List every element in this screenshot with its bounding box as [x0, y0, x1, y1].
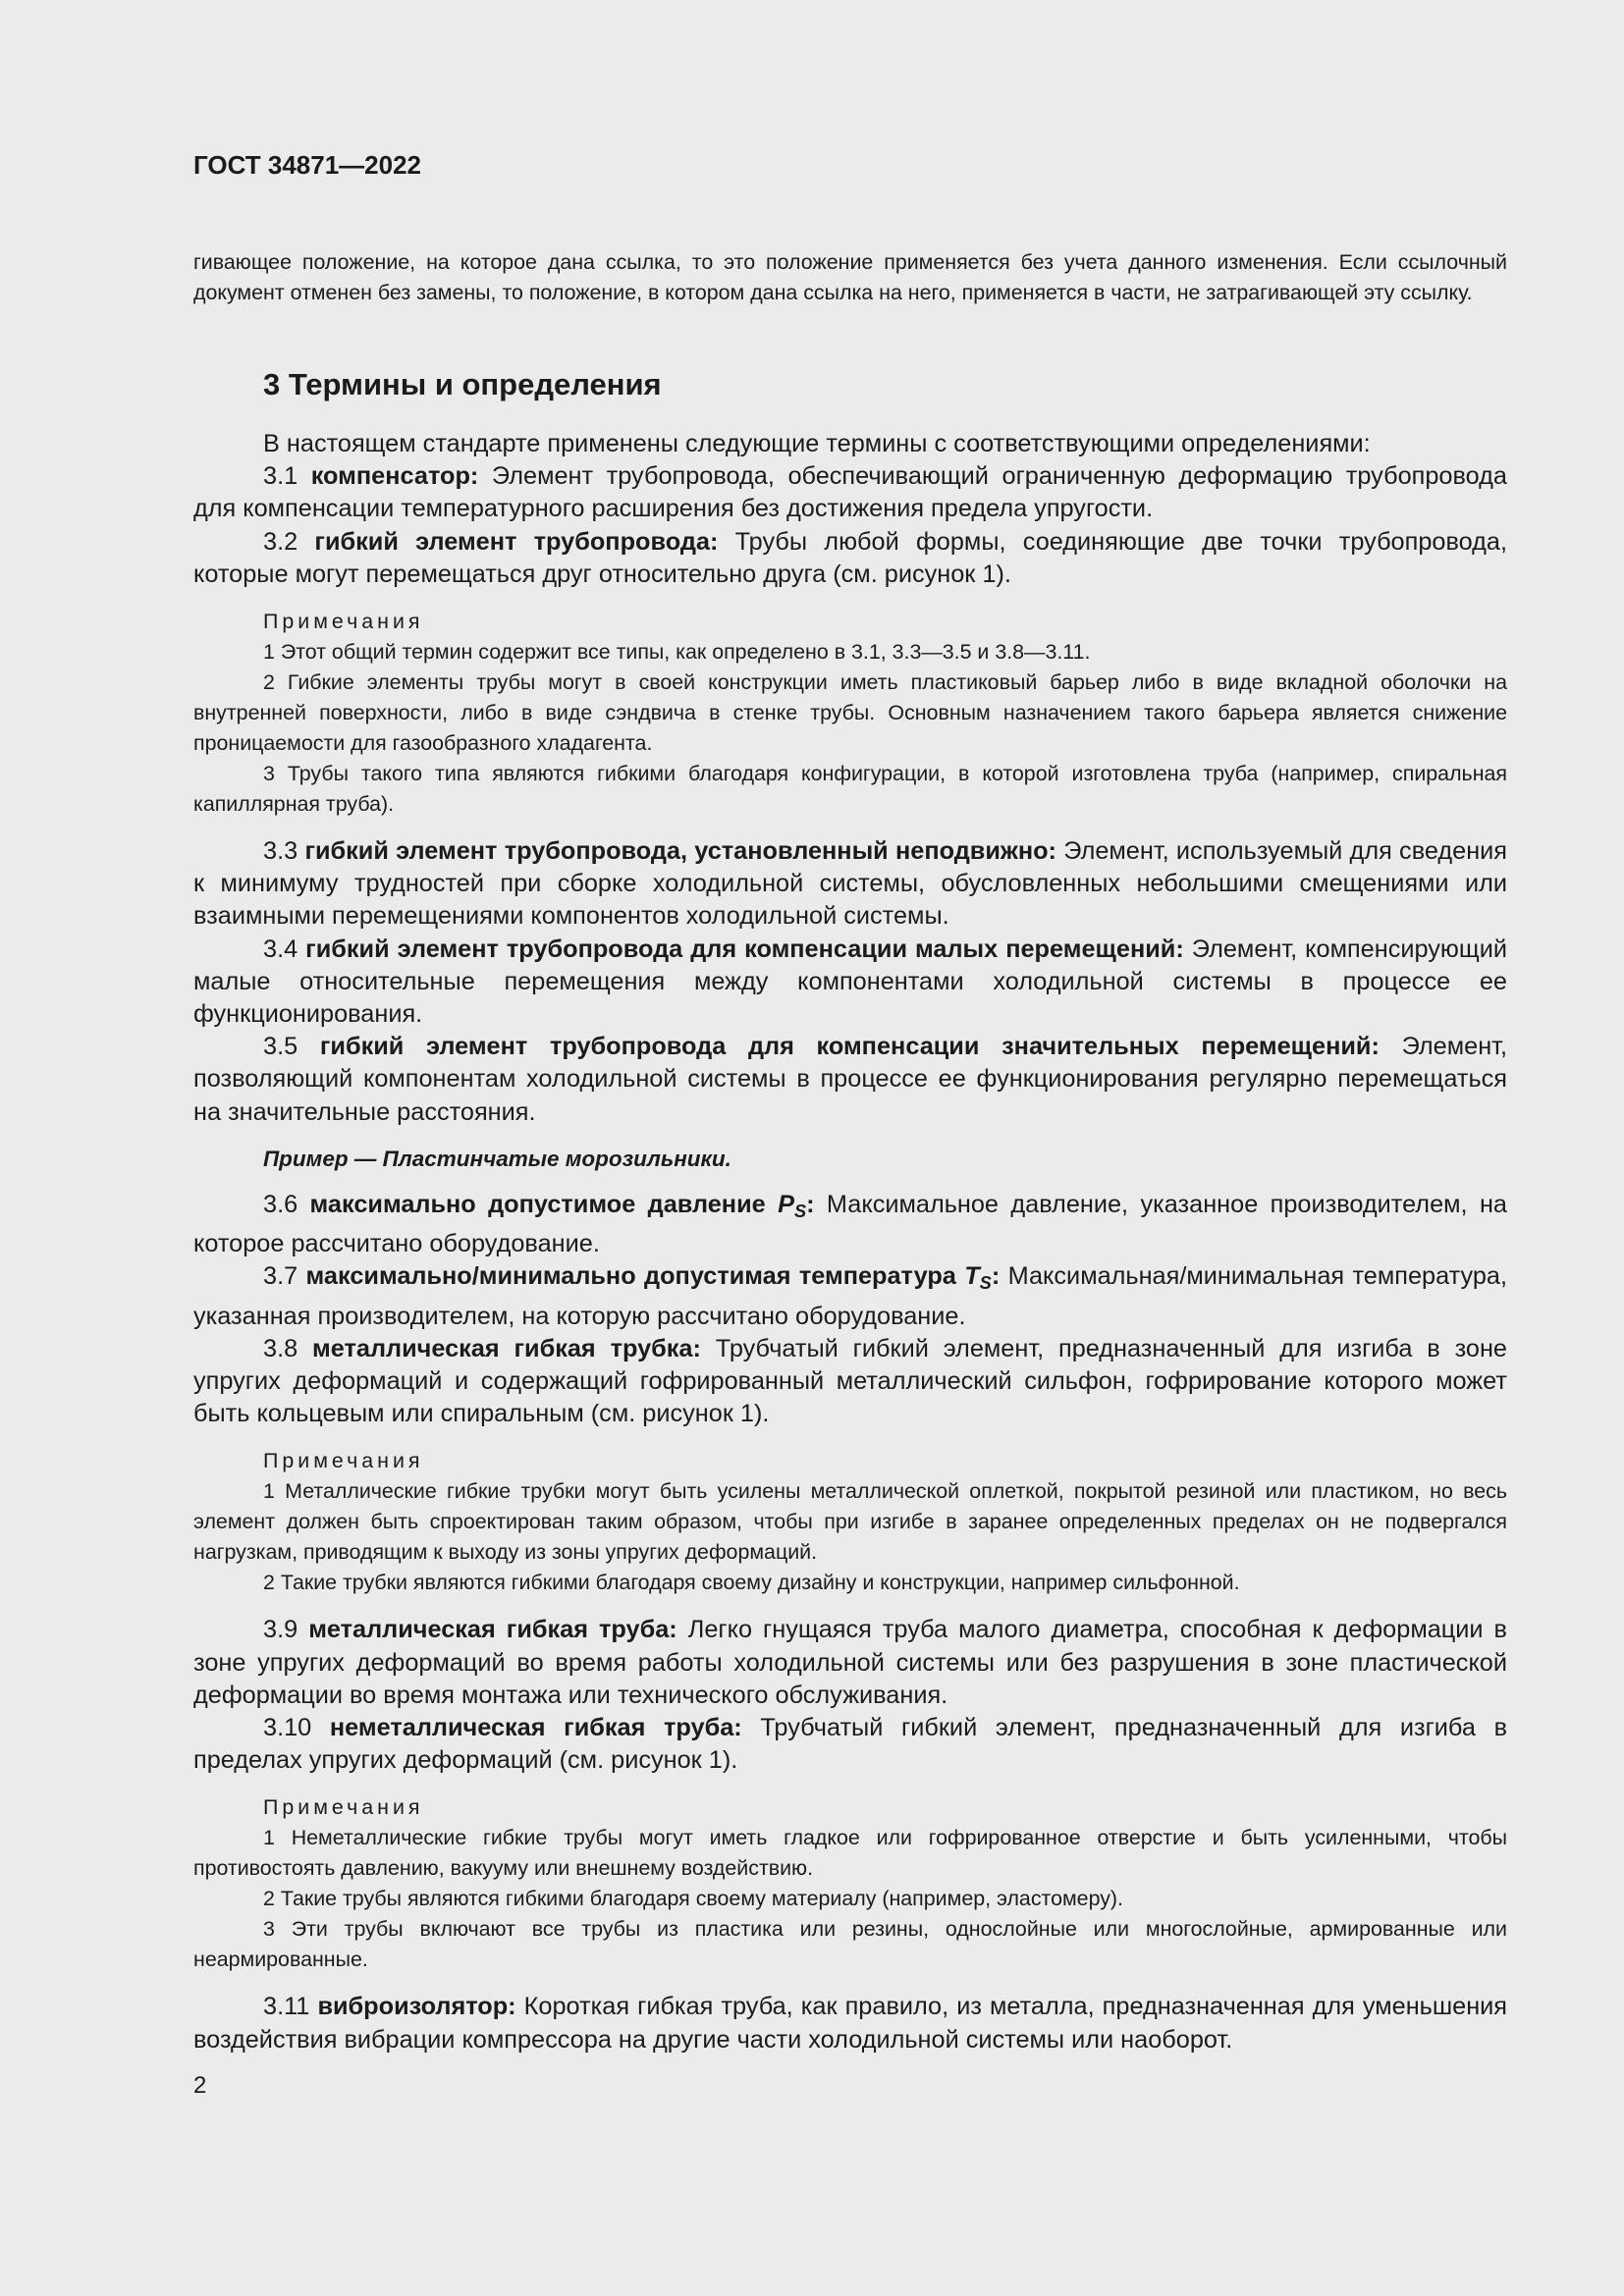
term-definition: Элемент, позволяющий компонентам холодильной системы в процессе ее функционирования регулярно перемещаться на значительные расстояния. — [193, 1033, 1507, 1126]
term-number: 3.2 — [263, 527, 315, 556]
term-number: 3.8 — [263, 1334, 313, 1362]
term-number: 3.1 — [263, 462, 311, 491]
term-number: 3.11 — [263, 1993, 318, 2021]
term-3-6 — [193, 1189, 1507, 1261]
notes-label: Примечания — [263, 1795, 424, 1820]
notes-block-1 — [193, 607, 1507, 820]
section-lead: В настоящем стандарте применены следующие термины с соответствующими определениями: — [263, 430, 1371, 457]
term-name: гибкий элемент трубопровода, установленный неподвижно: — [304, 837, 1056, 866]
note-item: 2 Такие трубки являются гибкими благодаря своему дизайну и конструкции, например сильфонной. — [263, 1571, 1240, 1595]
term-definition: Максимальное давление, указанное производителем, на которое рассчитано оборудование. — [193, 1190, 1507, 1258]
term-definition: Трубчатый гибкий элемент, предназначенный для изгиба в пределах упругих деформаций (см. рисунок 1). — [193, 1714, 1508, 1775]
note-item: 3 Трубы такого типа являются гибкими благодаря конфигурации, в которой изготовлена труба (например, спиральная капиллярная труба). — [193, 762, 1507, 817]
note-item: 2 Гибкие элементы трубы могут в своей конструкции иметь пластиковый барьер либо в виде вкладной оболочки на внутренней поверхности, либо в виде сэндвича в стенке трубы. Основным назначением такого барьера является снижение проницаемости для газообразного хладагента. — [193, 670, 1507, 756]
term-3-4 — [193, 934, 1507, 1032]
note-item: 1 Металлические гибкие трубки могут быть усилены металлической оплеткой, покрытой резиной или пластиком, но весь элемент должен быть спроектирован таким образом, чтобы при изгибе в заранее определенных пределах он не подвергался нагрузкам, приводящим к выходу из зоны упругих деформаций. — [193, 1479, 1507, 1565]
term-name: металлическая гибкая трубка: — [312, 1334, 701, 1362]
term-definition: Легко гнущаяся труба малого диаметра, способная к деформации в зоне упругих деформаций во время работы холодильной системы или без разрушения в зоне пластической деформации во время монтажа или технического обслуживания. — [193, 1616, 1507, 1709]
term-3-10 — [193, 1712, 1507, 1777]
term-name: виброизолятор: — [317, 1993, 516, 2021]
note-item: 1 Неметаллические гибкие трубы могут иметь гладкое или гофрированное отверстие и быть усиленными, чтобы противостоять давлению, вакууму или внешнему воздействию. — [193, 1826, 1507, 1881]
note-item: 2 Такие трубы являются гибкими благодаря своему материалу (например, эластомеру). — [263, 1887, 1123, 1911]
symbol-letter: P — [778, 1190, 794, 1218]
term-number: 3.5 — [263, 1033, 320, 1061]
term-name: металлическая гибкая труба: — [308, 1616, 677, 1644]
notes-label: Примечания — [263, 610, 424, 634]
term-3-2 — [193, 526, 1507, 591]
term-3-5 — [193, 1031, 1507, 1129]
term-definition: Элемент, используемый для сведения к минимуму трудностей при сборке холодильной системы, обусловленных небольшими смещениями или взаимными перемещениями компонентов холодильной системы. — [193, 837, 1507, 931]
term-3-11 — [193, 1991, 1507, 2056]
section-title: 3 Термины и определения — [263, 367, 662, 401]
term-3-7 — [193, 1260, 1507, 1333]
term-definition: Элемент, компенсирующий малые относительные перемещения между компонентами холодильной системы в процессе ее функционирования. — [193, 934, 1507, 1029]
term-3-8 — [193, 1333, 1507, 1431]
term-definition: Максимальная/минимальная температура, указанная производителем, на которую рассчитано оборудование. — [193, 1262, 1508, 1330]
notes-block-2 — [193, 1446, 1507, 1598]
term-name: гибкий элемент трубопровода для компенсации значительных перемещений: — [319, 1033, 1380, 1061]
term-definition: Короткая гибкая труба, как правило, из металла, предназначенная для уменьшения воздействия вибрации компрессора на другие части холодильной системы или наоборот. — [193, 1993, 1508, 2054]
symbol-ps — [778, 1190, 807, 1221]
term-name: максимально/минимально допустимая температура — [305, 1262, 965, 1291]
term-name: неметаллическая гибкая труба: — [329, 1714, 742, 1742]
notes-block-3 — [193, 1792, 1507, 1975]
term-number: 3.3 — [263, 837, 305, 866]
example-note: Пример — Пластинчатые морозильники. — [263, 1146, 731, 1171]
term-3-1 — [193, 460, 1507, 525]
page-number: 2 — [193, 2072, 207, 2099]
symbol-subscript: S — [979, 1273, 992, 1294]
symbol-subscript: S — [793, 1201, 807, 1221]
term-colon: : — [991, 1262, 1001, 1291]
term-3-3 — [193, 835, 1507, 934]
term-number: 3.6 — [263, 1190, 310, 1218]
page-content — [193, 145, 1507, 2056]
note-item: 3 Эти трубы включают все трубы из пластика или резины, однослойные или многослойные, армированные или неармированные. — [193, 1917, 1507, 1972]
intro-paragraph: гивающее положение, на которое дана ссылка, то это положение применяется без учета данного изменения. Если ссылочный документ отменен без замены, то положение, в котором дана ссылка на него, применяется в части, не затрагивающей эту ссылку. — [193, 250, 1507, 304]
term-number: 3.7 — [263, 1262, 306, 1291]
symbol-letter: T — [964, 1262, 980, 1291]
term-colon: : — [806, 1190, 815, 1218]
term-number: 3.4 — [263, 934, 306, 963]
term-definition: Трубы любой формы, соединяющие две точки трубопровода, которые могут перемещаться друг относительно друга (см. рисунок 1). — [193, 527, 1507, 588]
symbol-ts — [964, 1262, 992, 1294]
term-name: максимально допустимое давление — [309, 1190, 779, 1218]
term-name: гибкий элемент трубопровода: — [314, 527, 719, 556]
term-name: компенсатор: — [310, 462, 479, 491]
document-code-header: ГОСТ 34871—2022 — [193, 150, 421, 180]
term-number: 3.9 — [263, 1616, 309, 1644]
note-item: 1 Этот общий термин содержит все типы, как определено в 3.1, 3.3—3.5 и 3.8—3.11. — [263, 640, 1091, 665]
term-definition: Трубчатый гибкий элемент, предназначенный для изгиба в зоне упругих деформаций и содержащий гофрированный металлический сильфон, гофрирование которого может быть кольцевым или спиральным (см. рисунок 1). — [193, 1334, 1508, 1428]
term-3-9 — [193, 1614, 1507, 1712]
notes-label: Примечания — [263, 1449, 424, 1473]
term-number: 3.10 — [263, 1714, 330, 1742]
term-name: гибкий элемент трубопровода для компенсации малых перемещений: — [305, 934, 1184, 963]
term-definition: Элемент трубопровода, обеспечивающий ограниченную деформацию трубопровода для компенсации температурного расширения без достижения предела упругости. — [193, 462, 1507, 523]
